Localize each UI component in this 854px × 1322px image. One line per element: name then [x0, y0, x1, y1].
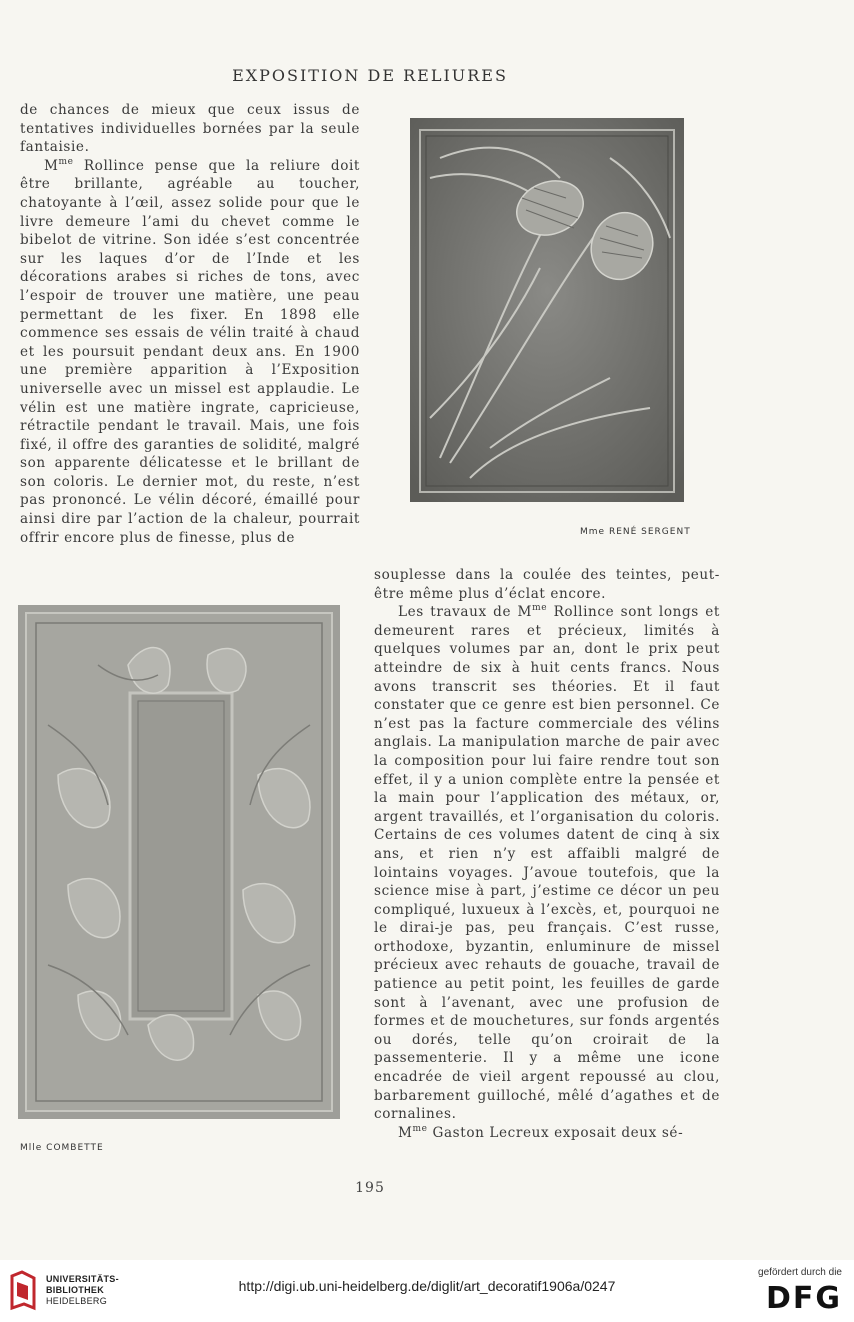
- bookbinding-plate-sergent: [410, 118, 684, 502]
- bookbinding-plate-combette: [18, 605, 340, 1119]
- paragraph: $M^{me}$ Gaston Lecreux exposait deux sé-: [398, 1123, 684, 1141]
- digitization-footer: [0, 1260, 854, 1322]
- dfg-logo: DFG: [765, 1281, 842, 1316]
- paragraph: Les travaux de $M^{me}$ Rollince sont longs et demeurent rares et précieux, limités à quelques volumes par an, dont le prix peut atteindre de six à huit cents francs. Nous avons transcrit ses théories. Et il faut constater que ce genre est bien personnel. Ce n’est pas la facture commerciale des vélins anglais. La manipulation marche de pair avec la composition pour lui faire rendre tout son effet, il y a union complète entre la pensée et la main pour l’application des métaux, or, argent travaillés, et l’organisation du coloris. Certains de ces volumes datent de cinq à six ans, et rien n’y est affaibli malgré de lointains voyages. J’avoue toutefois, que la science mise à part, j’estime ce décor un peu compliqué, luxueux à l’excès, et, pourquoi ne le dirai-je pas, peu français. C’est russe, orthodoxe, byzantin, enluminure de missel précieux avec rehauts de gouache, travail de patience au petit point, les feuilles de garde sont à l’avenant, avec une profusion de formes et de mouchetures, sur fonds argentés ou dorés, telle qu’on croirait de la passementerie. Il y a même une icone encadrée de vieil argent repoussé au clou, barbarement guilloché, mêlé d’agathes et de cornalines.: [374, 603, 720, 1123]
- left-text-column: [20, 101, 360, 547]
- plate-caption-combette: $M^{lle}$ COMBETTE: [20, 1143, 104, 1153]
- right-text-column: [374, 566, 720, 1142]
- funding-label: gefördert durch die: [758, 1267, 842, 1278]
- permalink-url[interactable]: http://digi.ub.uni-heidelberg.de/diglit/art_decoratif1906a/0247: [238, 1278, 616, 1294]
- paragraph: $M^{me}$ Rollince pense que la reliure doit être brillante, agréable au toucher, chatoyante à l’œil, assez solide pour que le livre demeure l’ami du chevet comme le bibelot de vitrine. Son idée s’est concentrée sur les laques d’or de l’Inde et les décorations arabes si riches de tons, avec l’espoir de trouver une matière, une peau permettant de les fixer. En 1898 elle commence ses essais de vélin traité à chaud et les poursuit pendant deux ans. En 1900 une première apparition à l’Exposition universelle avec un missel est applaudie. Le vélin est une matière ingrate, capricieuse, rétractile pendant le travail. Mais, une fois fixé, il offre des garanties de solidité, malgré son apparente délicatesse et le brillant de son coloris. Le dernier mot, du reste, n’est pas prononcé. Le vélin décoré, émaillé pour ainsi dire par l’action de la chaleur, pourrait offrir encore plus de finesse, plus de: [20, 156, 360, 546]
- running-title: EXPOSITION DE RELIURES: [232, 66, 508, 85]
- paragraph: souplesse dans la coulée des teintes, peut-être même plus d’éclat encore.: [374, 567, 720, 602]
- plate-caption-sergent: $M^{me}$ RENÉ SERGENT: [580, 527, 691, 537]
- university-library-name: UNIVERSITÄTS- BIBLIOTHEK HEIDELBERG: [46, 1274, 119, 1306]
- page-number: 195: [355, 1180, 385, 1196]
- paragraph: de chances de mieux que ceux issus de tentatives individuelles bornées par la seule fantaisie.: [20, 102, 360, 156]
